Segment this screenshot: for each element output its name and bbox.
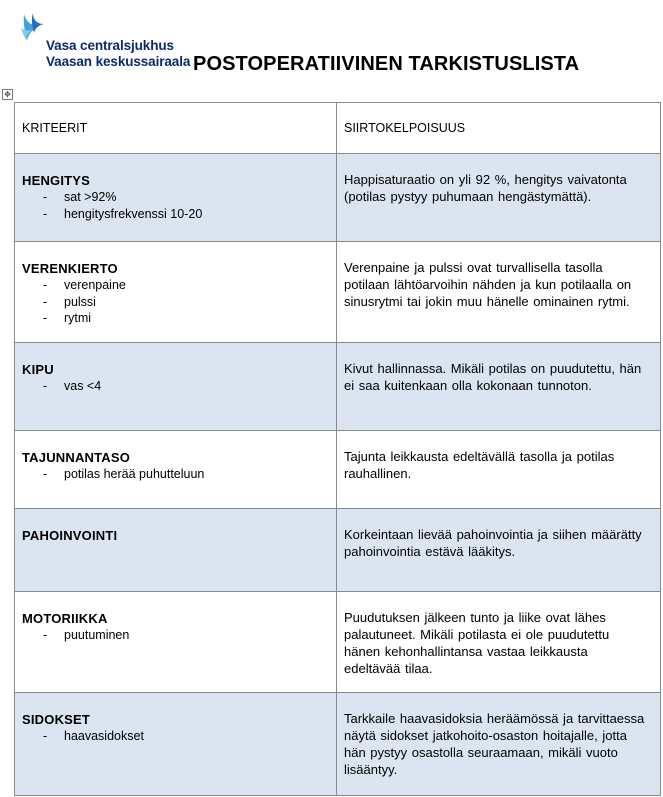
criteria-item: - haavasidokset — [43, 728, 336, 745]
transfer-description: Kivut hallinnassa. Mikäli potilas on puudutettu, hän ei saa kuitenkaan olla kokonaan tunnoton. — [344, 361, 642, 393]
transfer-cell — [337, 154, 661, 242]
criteria-item: - rytmi — [43, 310, 336, 327]
criteria-cell — [15, 431, 337, 509]
table-row — [15, 343, 661, 431]
logo-line-2: Vaasan keskussairaala — [46, 54, 191, 69]
transfer-cell — [337, 431, 661, 509]
table-row — [15, 509, 661, 592]
criteria-list — [22, 627, 336, 644]
criteria-block — [15, 242, 336, 327]
transfer-cell — [337, 693, 661, 796]
criteria-list — [22, 277, 336, 327]
transfer-cell — [337, 343, 661, 431]
transfer-description: Happisaturaatio on yli 92 %, hengitys vaivatonta (potilas pystyy puhumaan hengästymättä). — [344, 172, 627, 204]
header-transfer-label: SIIRTOKELPOISUUS — [344, 121, 466, 135]
criteria-item: - potilas herää puhutteluun — [43, 466, 336, 483]
criteria-list — [22, 189, 336, 222]
transfer-cell — [337, 509, 661, 592]
table-row — [15, 242, 661, 343]
table-header-row — [15, 103, 661, 154]
hospital-logo — [20, 12, 190, 72]
transfer-description: Verenpaine ja pulssi ovat turvallisella tasolla potilaan lähtöarvoihin nähden ja kun potilaalla on sinusrytmi tai jokin muu hänelle ominainen rytmi. — [344, 260, 632, 309]
criteria-block — [15, 509, 336, 544]
criteria-name: KIPU — [22, 362, 54, 377]
criteria-cell — [15, 693, 337, 796]
transfer-description: Korkeintaan lievää pahoinvointia ja siihen määrätty pahoinvointia estävä lääkitys. — [344, 527, 642, 559]
table-row — [15, 693, 661, 796]
table-move-handle-icon[interactable]: ✥ — [2, 89, 13, 100]
criteria-name: HENGITYS — [22, 173, 91, 188]
header-cell-transfer — [337, 103, 661, 154]
criteria-cell — [15, 154, 337, 242]
criteria-cell — [15, 592, 337, 693]
criteria-cell — [15, 343, 337, 431]
criteria-list — [22, 378, 336, 395]
criteria-item: - vas <4 — [43, 378, 336, 395]
transfer-cell — [337, 592, 661, 693]
criteria-block — [15, 343, 336, 395]
logo-mark-icon — [20, 12, 46, 42]
criteria-list — [22, 728, 336, 745]
transfer-cell — [337, 242, 661, 343]
criteria-cell — [15, 242, 337, 343]
criteria-block — [15, 154, 336, 222]
criteria-item: - puutuminen — [43, 627, 336, 644]
header-criteria-label: KRITEERIT — [22, 121, 88, 135]
transfer-description: Tajunta leikkausta edeltävällä tasolla ja potilas rauhallinen. — [344, 449, 615, 481]
criteria-name: SIDOKSET — [22, 712, 91, 727]
criteria-list — [22, 466, 336, 483]
criteria-block — [15, 592, 336, 644]
criteria-block — [15, 431, 336, 483]
criteria-name: PAHOINVOINTI — [22, 528, 118, 543]
table-row — [15, 592, 661, 693]
criteria-name: MOTORIIKKA — [22, 611, 108, 626]
criteria-item: - pulssi — [43, 294, 336, 311]
criteria-name: TAJUNNANTASO — [22, 450, 131, 465]
table-row — [15, 431, 661, 509]
transfer-description: Puudutuksen jälkeen tunto ja liike ovat lähes palautuneet. Mikäli potilasta ei ole puudutettu hänen kehonhallintansa vastaa leikkausta edeltävää tilaa. — [344, 610, 610, 676]
table-row — [15, 154, 661, 242]
header-cell-criteria — [15, 103, 337, 154]
criteria-block — [15, 693, 336, 745]
criteria-name: VERENKIERTO — [22, 261, 118, 276]
page-title: POSTOPERATIIVINEN TARKISTUSLISTA — [193, 53, 580, 75]
transfer-description: Tarkkaile haavasidoksia heräämössä ja tarvittaessa näytä sidokset jatkohoito-osaston hoitajalle, jotta hän pystyy osastolla seuraamaan, mikäli vuoto lisääntyy. — [344, 711, 645, 777]
criteria-item: - verenpaine — [43, 277, 336, 294]
criteria-item: - hengitysfrekvenssi 10-20 — [43, 206, 336, 223]
criteria-item: - sat >92% — [43, 189, 336, 206]
criteria-cell — [15, 509, 337, 592]
logo-line-1: Vasa centralsjukhus — [46, 38, 174, 53]
checklist-table — [14, 102, 661, 796]
